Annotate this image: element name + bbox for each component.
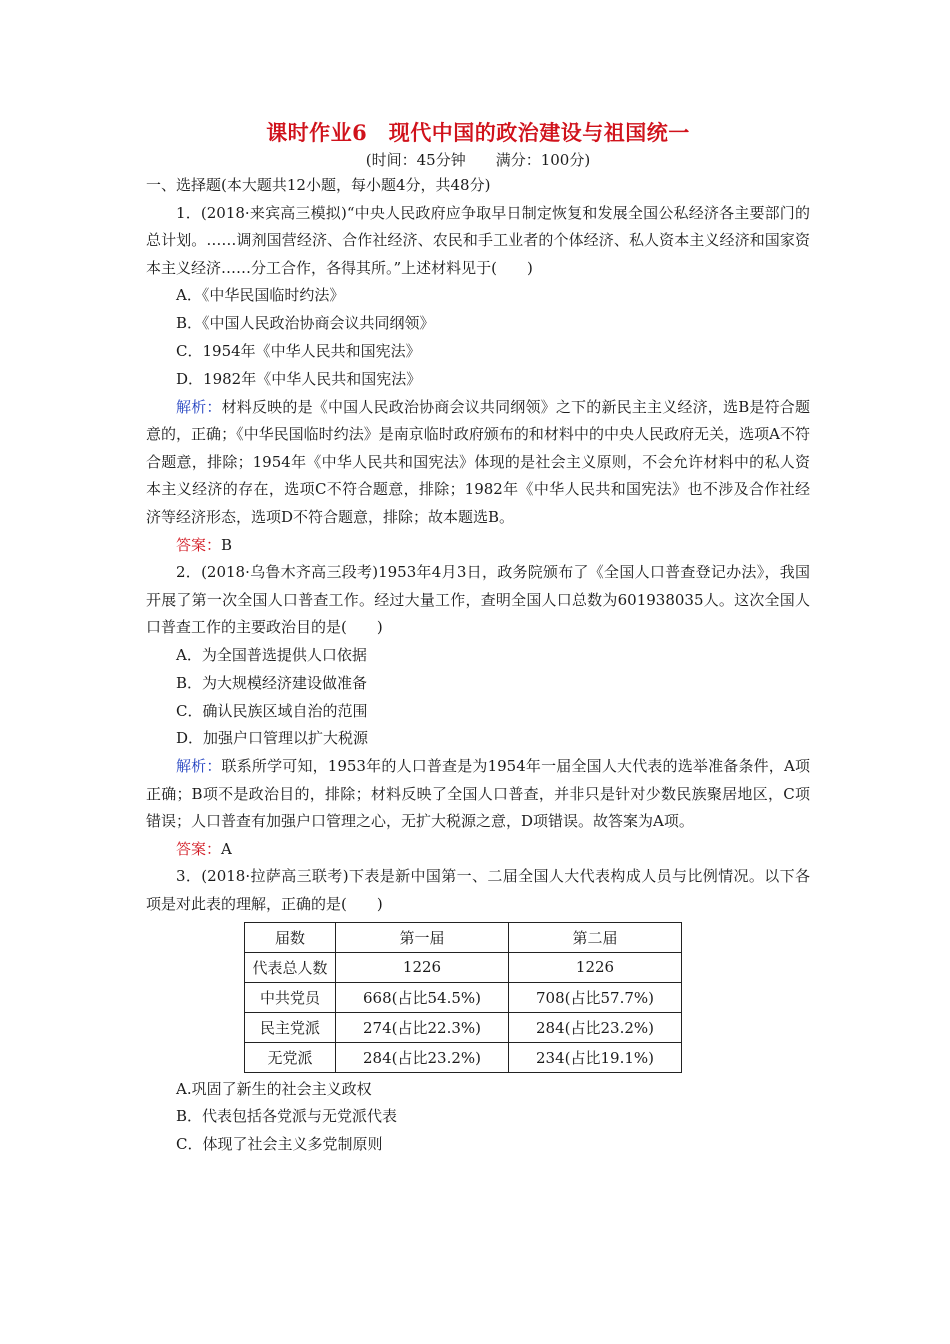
table-cell: 民主党派: [245, 1012, 336, 1042]
question-2-stem: 2．(2018·乌鲁木齐高三段考)1953年4月3日，政务院颁布了《全国人口普查登记办法》，我国开展了第一次全国人口普查工作。经过大量工作，查明全国人口总数为601938035人。这次全国人口普查工作的主要政治目的是( ): [146, 563, 810, 637]
question-2-option-d: D．加强户口管理以扩大税源: [176, 729, 369, 748]
question-1-analysis: [146, 394, 810, 532]
table-header-cell: 第一届: [336, 922, 509, 952]
table-row: [245, 982, 682, 1012]
question-3-option-b: B．代表包括各党派与无党派代表: [176, 1107, 398, 1126]
answer-label: 答案：: [176, 839, 222, 858]
table-cell: 668(占比54.5%): [336, 982, 509, 1012]
table-row: [245, 952, 682, 982]
question-2-option-c: C．确认民族区域自治的范围: [176, 701, 368, 720]
table-header-cell: 届数: [245, 922, 336, 952]
table-header-row: [245, 922, 682, 952]
question-1-option-c: C．1954年《中华人民共和国宪法》: [176, 341, 421, 360]
worksheet-page: [146, 118, 810, 1159]
analysis-label: 解析：: [176, 757, 222, 776]
section-heading: 一、选择题(本大题共12小题，每小题4分，共48分): [146, 176, 491, 194]
npc-composition-table: [244, 922, 682, 1073]
question-3-option-c: C．体现了社会主义多党制原则: [176, 1135, 383, 1154]
question-1-answer: [146, 532, 810, 560]
question-1-option-a: A．《中华民国临时约法》: [176, 286, 345, 305]
table-cell: 234(占比19.1%): [509, 1042, 682, 1072]
answer-label: 答案：: [176, 535, 222, 554]
question-2-option-b: B．为大规模经济建设做准备: [176, 673, 368, 692]
question-2-analysis: [146, 753, 810, 836]
question-1-stem: 1．(2018·来宾高三模拟)“中央人民政府应争取早日制定恢复和发展全国公私经济各主要部门的总计划。……调剂国营经济、合作社经济、农民和手工业者的个体经济、私人资本主义经济和国家资本主义经济……分工合作，各得其所。”上述材料见于( ): [146, 203, 810, 277]
question-2-answer: [146, 836, 810, 864]
answer-value: B: [221, 535, 233, 554]
table-cell: 708(占比57.7%): [509, 982, 682, 1012]
table-cell: 284(占比23.2%): [509, 1012, 682, 1042]
question-1-option-d: D．1982年《中华人民共和国宪法》: [176, 369, 422, 388]
table-cell: 1226: [336, 952, 509, 982]
table-cell: 284(占比23.2%): [336, 1042, 509, 1072]
question-2-option-a: A．为全国普选提供人口依据: [176, 645, 367, 664]
analysis-text: 材料反映的是《中国人民政治协商会议共同纲领》之下的新民主主义经济，选B是符合题意的，正确；《中华民国临时约法》是南京临时政府颁布的和材料中的中央人民政府无关，选项A不符合题意，排除；1954年《中华人民共和国宪法》体现的是社会主义原则，不会允许材料中的私人资本主义经济的存在，选项C不符合题意，排除；1982年《中华人民共和国宪法》也不涉及合作社经济等经济形态，选项D不符合题意，排除；故本题选B。: [146, 397, 810, 526]
question-3-option-a: A.巩固了新生的社会主义政权: [176, 1079, 372, 1098]
page-title: 课时作业6 现代中国的政治建设与祖国统一: [266, 120, 690, 145]
table-cell: 无党派: [245, 1042, 336, 1072]
table-row: [245, 1042, 682, 1072]
table-cell: 代表总人数: [245, 952, 336, 982]
answer-value: A: [221, 839, 232, 858]
question-1-option-b: B．《中国人民政治协商会议共同纲领》: [176, 314, 435, 333]
table-cell: 中共党员: [245, 982, 336, 1012]
page-subtitle: (时间：45分钟 满分：100分): [365, 151, 591, 169]
analysis-text: 联系所学可知，1953年的人口普查是为1954年一届全国人大代表的选举准备条件，A项正确；B项不是政治目的，排除；材料反映了全国人口普查，并非只是针对少数民族聚居地区，C项错误；人口普查有加强户口管理之心，无扩大税源之意，D项错误。故答案为A项。: [146, 757, 810, 831]
question-3-stem: 3．(2018·拉萨高三联考)下表是新中国第一、二届全国人大代表构成人员与比例情况。以下各项是对此表的理解，正确的是( ): [146, 867, 810, 914]
table-cell: 1226: [509, 952, 682, 982]
table-cell: 274(占比22.3%): [336, 1012, 509, 1042]
table-row: [245, 1012, 682, 1042]
table-header-cell: 第二届: [509, 922, 682, 952]
analysis-label: 解析：: [176, 397, 222, 416]
